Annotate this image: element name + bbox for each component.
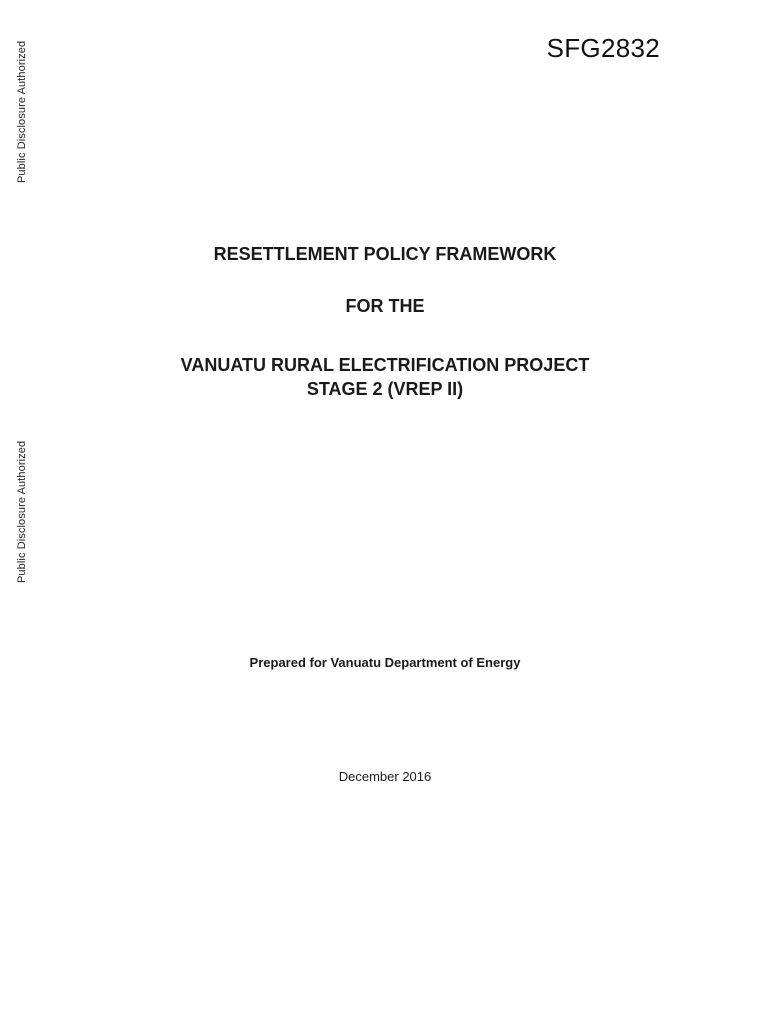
document-code: SFG2832: [546, 33, 660, 63]
title-connector: FOR THE: [345, 296, 425, 316]
public-disclosure-watermark-middle: Public Disclosure Authorized: [16, 440, 28, 583]
project-name-line-2: STAGE 2 (VREP II): [306, 379, 464, 399]
public-disclosure-watermark-top: Public Disclosure Authorized: [16, 40, 28, 183]
prepared-for-statement: Prepared for Vanuatu Department of Energy: [249, 655, 521, 670]
document-title: RESETTLEMENT POLICY FRAMEWORK: [213, 244, 557, 264]
project-name-line-1: VANUATU RURAL ELECTRIFICATION PROJECT: [180, 355, 590, 375]
document-date: December 2016: [338, 769, 432, 784]
